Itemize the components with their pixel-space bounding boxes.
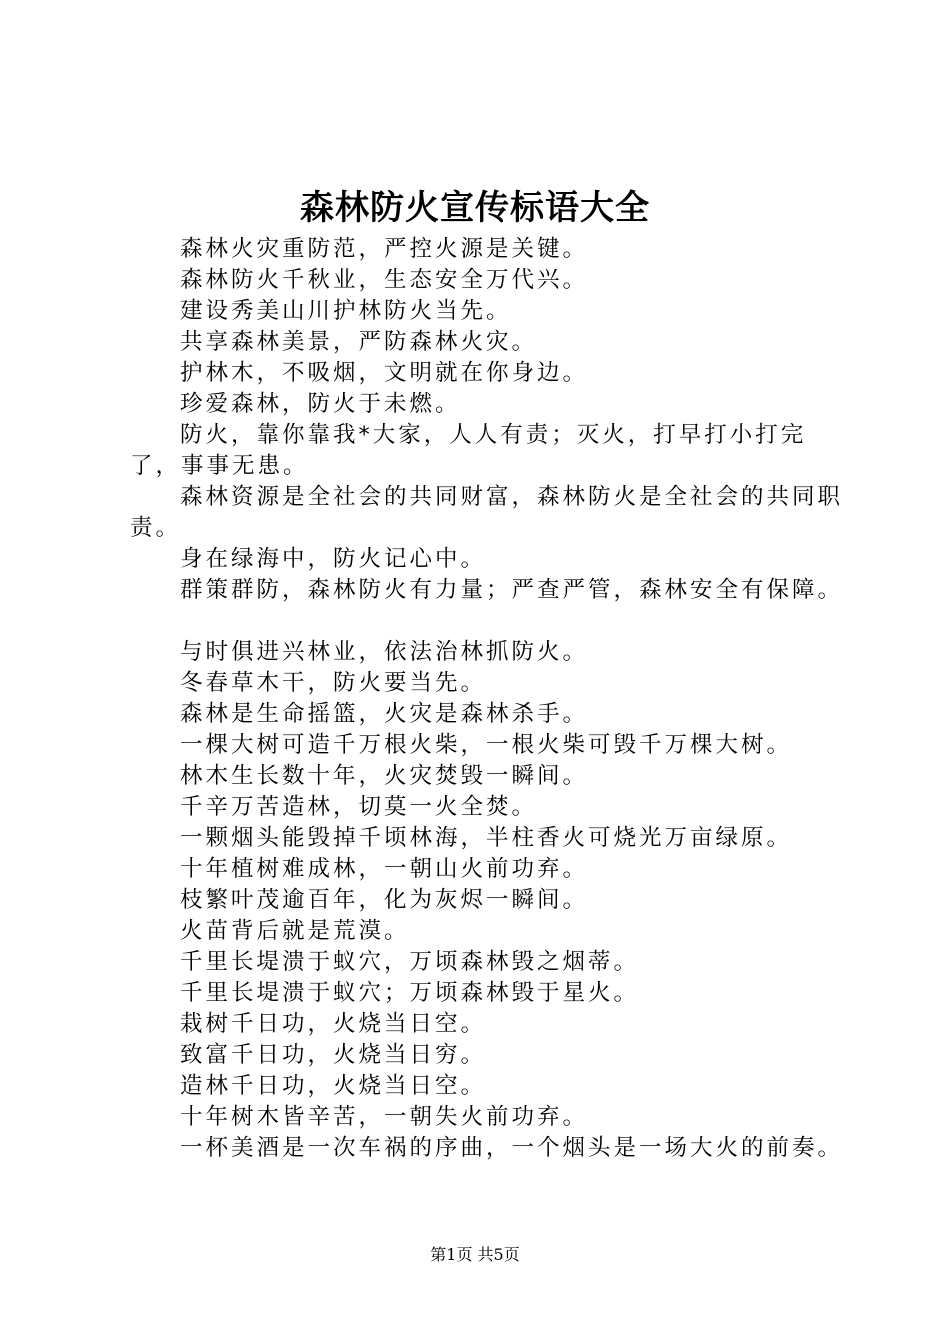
paragraph: 森林防火千秋业，生态安全万代兴。 bbox=[180, 267, 589, 293]
document-body bbox=[130, 234, 855, 1164]
paragraph: 冬春草木干，防火要当先。 bbox=[180, 670, 487, 696]
paragraph: 身在绿海中，防火记心中。 bbox=[180, 546, 487, 572]
page-footer: 第1页 共5页 bbox=[430, 1245, 520, 1264]
paragraph: 防火，靠你靠我*大家，人人有责；灭火，打早打小打完了，事事无患。 bbox=[130, 422, 807, 479]
blank-line bbox=[130, 606, 855, 637]
paragraph: 十年树木皆辛苦，一朝失火前功弃。 bbox=[180, 1104, 589, 1130]
paragraph: 千里长堤溃于蚁穴；万顷森林毁于星火。 bbox=[180, 980, 640, 1006]
paragraph: 森林火灾重防范，严控火源是关键。 bbox=[180, 236, 589, 262]
paragraph: 林木生长数十年，火灾焚毁一瞬间。 bbox=[180, 763, 589, 789]
paragraph: 一颗烟头能毁掉千顷林海，半柱香火可烧光万亩绿原。 bbox=[180, 825, 793, 851]
paragraph: 造林千日功，火烧当日空。 bbox=[180, 1073, 487, 1099]
paragraph: 建设秀美山川护林防火当先。 bbox=[180, 298, 512, 324]
paragraph: 千辛万苦造林，切莫一火全焚。 bbox=[180, 794, 538, 820]
paragraph: 千里长堤溃于蚁穴，万顷森林毁之烟蒂。 bbox=[180, 949, 640, 975]
paragraph: 珍爱森林，防火于未燃。 bbox=[180, 391, 461, 417]
paragraph: 一棵大树可造千万根火柴，一根火柴可毁千万棵大树。 bbox=[180, 732, 793, 758]
paragraph: 枝繁叶茂逾百年，化为灰烬一瞬间。 bbox=[180, 887, 589, 913]
paragraph: 栽树千日功，火烧当日空。 bbox=[180, 1011, 487, 1037]
paragraph: 森林是生命摇篮，火灾是森林杀手。 bbox=[180, 701, 589, 727]
paragraph: 森林资源是全社会的共同财富，森林防火是全社会的共同职责。 bbox=[130, 484, 844, 541]
paragraph: 与时俱进兴林业，依法治林抓防火。 bbox=[180, 639, 589, 665]
document-title: 森林防火宣传标语大全 bbox=[300, 188, 650, 228]
paragraph: 火苗背后就是荒漠。 bbox=[180, 918, 410, 944]
paragraph: 一杯美酒是一次车祸的序曲，一个烟头是一场大火的前奏。 bbox=[180, 1135, 844, 1161]
paragraph: 共享森林美景，严防森林火灾。 bbox=[180, 329, 538, 355]
paragraph: 护林木，不吸烟，文明就在你身边。 bbox=[180, 360, 589, 386]
paragraph: 致富千日功，火烧当日穷。 bbox=[180, 1042, 487, 1068]
paragraph: 群策群防，森林防火有力量；严查严管，森林安全有保障。 bbox=[180, 577, 844, 603]
paragraph: 十年植树难成林，一朝山火前功弃。 bbox=[180, 856, 589, 882]
